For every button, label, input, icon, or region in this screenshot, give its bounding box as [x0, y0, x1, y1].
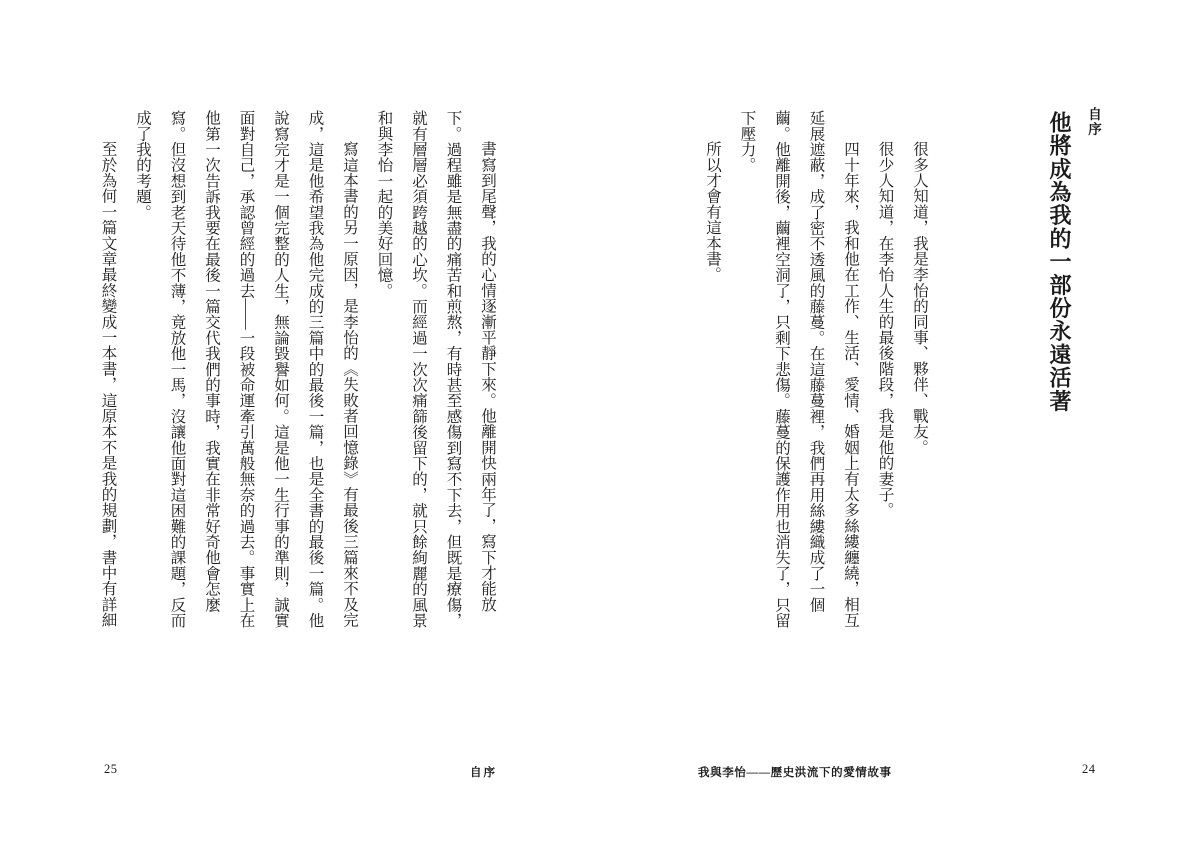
- text-column: 書寫到尾聲，我的心情逐漸平靜下來。他離開快兩年了，寫下才能放: [479, 141, 496, 612]
- page-number-left: 25: [104, 762, 118, 776]
- text-column: 和與李怡一起的美好回憶。: [375, 110, 393, 299]
- text-column: 所以才會有這本書。: [704, 141, 721, 283]
- text-column: 很多人知道，我是李怡的同事、夥伴、戰友。: [911, 141, 928, 455]
- text-column: 四十年來，我和他在工作、生活、愛情、婚姻上有太多絲縷纏繞，相互: [842, 141, 859, 628]
- page-number-right: 24: [1082, 762, 1096, 776]
- text-column: 至於為何一篇文章最終變成一本書，這原本不是我的規劃，書中有詳細: [99, 141, 117, 628]
- left-page-body: [90, 110, 504, 645]
- text-column: 他第一次告訴我要在最後一篇交代我們的事時，我實在非常好奇他會怎麼: [203, 110, 220, 613]
- page-right: [600, 0, 1200, 851]
- section-header: 自序: [1086, 107, 1101, 137]
- running-footer-section: 自序: [470, 767, 497, 779]
- running-footer-book-title: 我與李怡——歷史洪流下的愛情故事: [698, 767, 892, 779]
- text-column: 就有層層必須跨越的心坎。而經過一次次痛篩後留下的，就只餘絢麗的風景: [410, 110, 427, 629]
- text-column: 寫。但沒想到老天待他不薄，竟放他一馬，沒讓他面對這困難的課題，反而: [168, 110, 186, 629]
- text-column: 成了我的考題。: [134, 110, 151, 220]
- text-column: 繭。他離開後，繭裡空洞了，只剩下悲傷。藤蔓的保護作用也消失了，只留: [773, 110, 790, 629]
- text-column: 延展遮蔽，成了密不透風的藤蔓。在這藤蔓裡，我們再用絲縷織成了一個: [807, 110, 825, 613]
- text-column: 下壓力。: [738, 110, 756, 173]
- text-column: 下。過程雖是無盡的痛苦和煎熬，有時甚至感傷到寫不下去，但既是療傷，: [444, 110, 462, 629]
- text-column: 寫這本書的另一原因，是李怡的《失敗者回憶錄》有最後三篇來不及完: [341, 141, 358, 628]
- chapter-title: 他將成為我的一部份永遠活著: [1047, 111, 1072, 413]
- text-column: 成，這是他希望我為他完成的三篇中的最後一篇，也是全書的最後一篇。他: [306, 110, 324, 629]
- text-column: 面對自己，承認曾經的過去——一段被命運牽引萬般無奈的過去。事實上在: [237, 110, 255, 629]
- text-column: 說寫完才是一個完整的人生，無論毀譽如何。這是他一生行事的準則，誠實: [272, 110, 289, 629]
- right-page-body: [695, 110, 937, 645]
- text-column: 很少人知道，在李怡人生的最後階段，我是他的妻子。: [876, 141, 894, 518]
